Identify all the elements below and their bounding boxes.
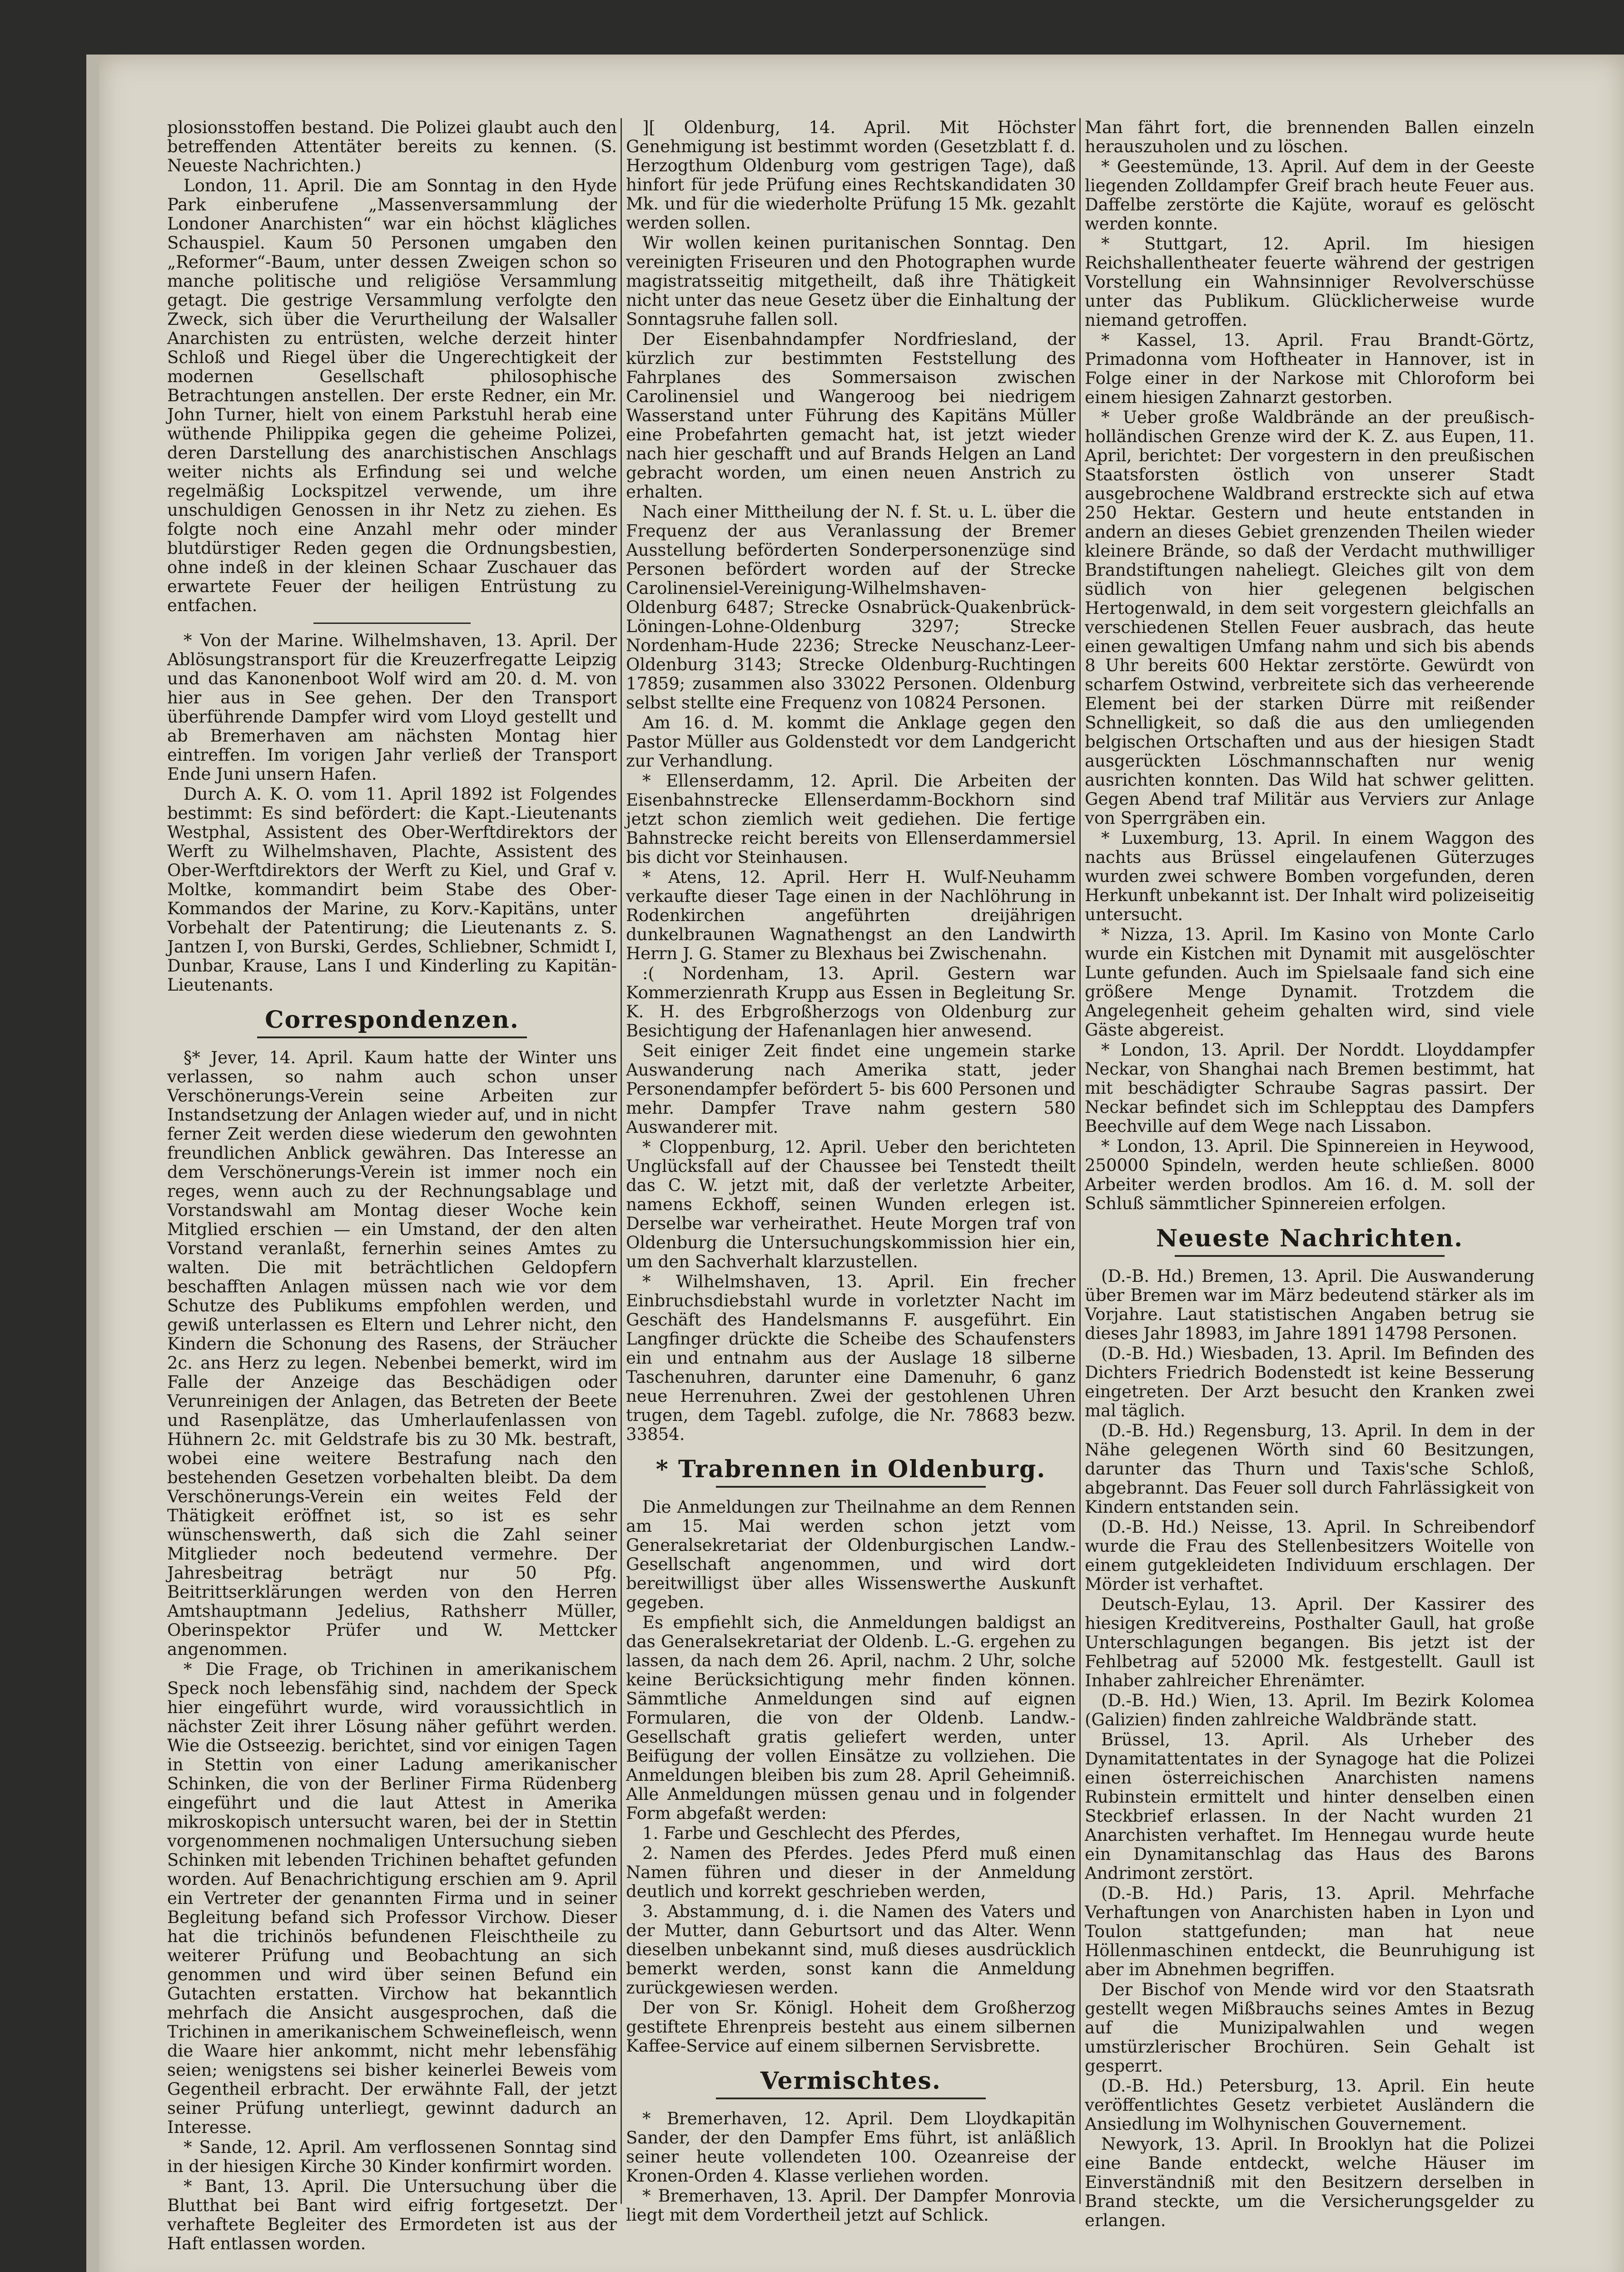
article-sande: * Sande, 12. April. Am verflossenen Sonntag sind in der hiesigen Kirche 30 Kinder konfirmirt worden.	[167, 2137, 617, 2176]
article-nordfriesland: Der Eisenbahndampfer Nordfriesland, der kürzlich zur bestimmten Feststellung des Fahrplanes des Sommersaison zwischen Carolinensiel und Wangeroog bei niedrigem Wasserstand unter Führung des Kapitäns Müller eine Probefahrten gemacht hat, ist jetzt wieder nach hier geschafft und auf Brands Helgen an Land gebracht worden, um einen neuen Anstrich zu erhalten.	[626, 329, 1076, 502]
heading-rule	[1175, 1255, 1445, 1257]
article-bremerhaven-2: * Bremerhaven, 13. April. Der Dampfer Monrovia liegt mit dem Vordertheil jetzt auf Schlick.	[626, 2186, 1076, 2225]
list-item: 1. Farbe und Geschlecht des Pferdes,	[642, 1824, 961, 1843]
article-paragraph: Man fährt fort, die brennenden Ballen einzeln herauszuholen und zu löschen.	[1085, 118, 1535, 156]
article-bremerhaven-1: * Bremerhaven, 12. April. Dem Lloydkapitän Sander, der den Dampfer Ems führt, ist anläßlich seiner heute vollendeten 100. Ozeanreise der Kronen-Orden 4. Klasse verliehen worden.	[626, 2109, 1076, 2186]
heading-rule	[257, 1036, 527, 1038]
article-paris: (D.-B. Hd.) Paris, 13. April. Mehrfache Verhaftungen von Anarchisten haben in Lyon und Toulon stattgefunden; man hat neue Höllenmaschinen entdeckt, die Beunruhigung ist aber im Abnehmen begriffen.	[1085, 1883, 1535, 1979]
article-jever: §* Jever, 14. April. Kaum hatte der Winter uns verlassen, so nahm auch schon unser Verschönerungs-Verein seine Arbeiten zur Instandsetzung der Anlagen wieder auf, und in nicht ferner Zeit werden diese wiederum den gewohnten freundlichen Anblick gewähren. Das Interesse an dem Verschönerungs-Verein ist immer noch ein reges, wenn auch zu der Rechnungsablage und Vorstandswahl am Montag dieser Woche kein Mitglied erschien — ein Umstand, der den alten Vorstand veranlaßt, fernerhin seines Amtes zu walten. Die mit beträchtlichen Geldopfern beschafften Anlagen müssen nach wie vor dem Schutze des Publikums empfohlen werden, und gewiß unterlassen es Eltern und Lehrer nicht, den Kindern die Schonung des Rasens, der Sträucher 2c. ans Herz zu legen. Nebenbei bemerkt, wird im Falle der Anzeige das Beschädigen oder Verunreinigen der Anlagen, das Betreten der Beete und Rasenplätze, das Umherlaufenlassen von Hühnern 2c. mit Geldstrafe bis zu 30 Mk. bestraft, wobei eine weitere Bestrafung nach den bestehenden Gesetzen vorbehalten bleibt. Da dem Verschönerungs-Verein ein weites Feld der Thätigkeit eröffnet ist, so ist es sehr wünschenswerth, daß sich die Zahl seiner Mitglieder noch bedeutend vermehre. Der Jahresbeitrag beträgt nur 50 Pfg. Beitrittserklärungen werden von den Herren Amtshauptmann Jedelius, Rathsherr Müller, Oberinspektor Prüfer und W. Mettcker angenommen.	[167, 1048, 617, 1659]
article-marine: * Von der Marine. Wilhelmshaven, 13. April. Der Ablösungstransport für die Kreuzerfregatte Leipzig und das Kanonenboot Wolf wird am 20. d. M. von hier aus in See gehen. Der den Transport überführende Dampfer wird vom Lloyd gestellt und ab Bremerhaven am nächsten Montag hier eintreffen. Im vorigen Jahr verließ der Transport Ende Juni unsern Hafen.	[167, 631, 617, 784]
article-geestemuende: * Geestemünde, 13. April. Auf dem in der Geeste liegenden Zolldampfer Greif brach heute Feuer aus. Daffelbe zerstörte die Kajüte, worauf es gelöscht werden konnte.	[1085, 157, 1535, 234]
column-divider	[621, 118, 622, 2204]
section-heading-trabrennen: * Trabrennen in Oldenburg.	[656, 1455, 1046, 1483]
article-deutsch-eylau: Deutsch-Eylau, 13. April. Der Kassirer des hiesigen Kreditvereins, Posthalter Gaull, hat große Unterschlagungen begangen. Bis jetzt ist der Fehlbetrag auf 52000 Mk. festgestellt. Gaull ist Inhaber zahlreicher Ehrenämter.	[1085, 1594, 1535, 1690]
column-1	[167, 118, 617, 2254]
article-waldbraende: * Ueber große Waldbrände an der preußisch-holländischen Grenze wird der K. Z. aus Eupen, 11. April, berichtet: Der vorgestern in den preußischen Staatsforsten östlich von unserer Stadt ausgebrochene Waldbrand erstreckte sich auf etwa 250 Hektar. Gestern und heute entstanden in andern an dieses Gebiet grenzenden Theilen wieder kleinere Brände, so daß der Verdacht muthwilliger Brandstiftungen naheliegt. Gleiches gilt von dem südlich von hier gelegenen belgischen Hertogenwald, in dem seit vorgestern gleichfalls an verschiedenen Stellen Feuer ausbrach, das heute einen gewaltigen Umfang nahm und sich bis abends 8 Uhr bereits 600 Hektar zerstörte. Gewürdt von scharfem Ostwind, verbreitete sich das verheerende Element bei der starken Dürre mit reißender Schnelligkeit, so daß die aus den umliegenden belgischen Ortschaften und aus der hiesigen Stadt ausgerückten Löschmannschaften nur wenig ausrichten konnten. Das Wild hat schwer gelitten. Gegen Abend traf Militär aus Verviers zur Anlage von Sperrgräben ein.	[1085, 408, 1535, 828]
separator	[313, 623, 471, 624]
article-trichinen: * Die Frage, ob Trichinen in amerikanischem Speck noch lebensfähig sind, nachdem der Speck hier eingeführt wurde, wird voraussichtlich in nächster Zeit ihrer Lösung näher geführt werden. Wie die Ostseezig. berichtet, sind vor einigen Tagen in Stettin von einer Ladung amerikanischer Schinken, die von der Berliner Firma Rüdenberg eingeführt und die laut Attest in Amerika mikroskopisch untersucht waren, bei der in Stettin vorgenommenen nochmaligen Untersuchung sieben Schinken mit lebenden Trichinen behaftet gefunden worden. Auf Benachrichtigung erschien am 9. April ein Vertreter der genannten Firma und in seiner Begleitung befand sich Professor Virchow. Dieser hat die trichinös befundenen Fleischtheile zu weiterer Prüfung und Beobachtung an sich genommen und wird über seinen Befund ein Gutachten erstatten. Virchow hat bekanntlich mehrfach die Ansicht ausgesprochen, daß die Trichinen in amerikanischem Schweinefleisch, wenn die Waare hier ankommt, nicht mehr lebensfähig seien; wenigstens sei bisher keinerlei Beweis vom Gegentheil erbracht. Der erwähnte Fall, der jetzt seiner Prüfung unterliegt, gewinnt dadurch an Interesse.	[167, 1659, 617, 2137]
section-heading-neueste: Neueste Nachrichten.	[1156, 1225, 1464, 1252]
article-empfiehlt: Es empfiehlt sich, die Anmeldungen baldigst an das Generalsekretariat der Oldenb. L.-G. ergehen zu lassen, da nach dem 26. April, nachm. 2 Uhr, solche keine Berücksichtigung mehr finden können. Sämmtliche Anmeldungen sind auf eignen Formularen, die von der Oldenb. Landw.-Gesellschaft gratis geliefert werden, unter Beifügung der vollen Einsätze zu vollziehen. Die Anmeldungen bleiben bis zum 28. April Geheimniß. Alle Anmeldungen müssen genau und in folgender Form abgefaßt werden:	[626, 1613, 1076, 1823]
article-bant: * Bant, 13. April. Die Untersuchung über die Blutthat bei Bant wird eifrig fortgesetzt. Der verhaftete Begleiter des Ermordeten ist aus der Haft entlassen worden.	[167, 2177, 617, 2253]
article-paragraph: plosionsstoffen bestand. Die Polizei glaubt auch den betreffenden Attentäter bereits zu kennen. (S. Neueste Nachrichten.)	[167, 118, 617, 175]
article-frequenz: Nach einer Mittheilung der N. f. St. u. L. über die Frequenz der aus Veranlassung der Bremer Ausstellung beförderten Sonderpersonenzüge sind Personen befördert worden auf der Strecke Carolinensiel-Vereinigung-Wilhelmshaven-Oldenburg 6487; Strecke Osnabrück-Quakenbrück-Löningen-Lohne-Oldenburg 3297; Strecke Nordenham-Hude 2236; Strecke Neuschanz-Leer-Oldenburg 3143; Strecke Oldenburg-Ruchtingen 17859; zusammen also 33022 Personen. Oldenburg selbst stellte eine Frequenz von 10824 Personen.	[626, 502, 1076, 712]
article-promotions: Durch A. K. O. vom 11. April 1892 ist Folgendes bestimmt: Es sind befördert: die Kapt.-Lieutenants Westphal, Assistent des Ober-Werftdirektors der Werft zu Wilhelmshaven, Plachte, Assistent des Ober-Werftdirektors der Werft zu Kiel, und Graf v. Moltke, kommandirt beim Stabe des Ober-Kommandos der Marine, zu Korv.-Kapitäns, unter Vorbehalt der Patentirung; die Lieutenants z. S. Jantzen I, von Burski, Gerdes, Schliebner, Schmidt I, Dunbar, Krause, Lans I und Kinderling zu Kapitän-Lieutenants.	[167, 784, 617, 995]
article-luxemburg: * Luxemburg, 13. April. In einem Waggon des nachts aus Brüssel eingelaufenen Güterzuges wurden zwei schwere Bomben vorgefunden, deren Herkunft unbekannt ist. Der Inhalt wird polizeiseitig untersucht.	[1085, 828, 1535, 924]
article-atens: * Atens, 12. April. Herr H. Wulf-Neuhamm verkaufte dieser Tage einen in der Nachlöhrung in Rodenkirchen angeführten dreijährigen dunkelbraunen Wagnathengst an den Landwirth Herrn J. G. Stamer zu Blexhaus bei Zwischenahn.	[626, 867, 1076, 963]
article-petersburg: (D.-B. Hd.) Petersburg, 13. April. Ein heute veröffentlichtes Gesetz verbietet Ausländern die Ansiedlung im Wolhynischen Gouvernement.	[1085, 2076, 1535, 2134]
list-item: 3. Abstammung, d. i. die Namen des Vaters und der Mutter, dann Geburtsort und das Alter. Wenn dieselben unbekannt sind, muß dieses ausdrücklich bemerkt werden, sonst kann die Anmeldung zurückgewiesen werden.	[626, 1902, 1076, 1998]
article-nordenham: :( Nordenham, 13. April. Gestern war Kommerzienrath Krupp aus Essen in Begleitung Sr. K. H. des Erbgroßherzogs von Oldenburg zur Besichtigung der Hafenanlagen hier anwesend.	[626, 964, 1076, 1041]
section-heading-correspondenzen: Correspondenzen.	[265, 1006, 519, 1034]
column-divider	[1079, 118, 1081, 2204]
article-nizza: * Nizza, 13. April. Im Kasino von Monte Carlo wurde ein Kistchen mit Dynamit mit ausgelöschter Lunte gefunden. Auch im Spielsaale fand sich eine größere Menge Dynamit. Trotzdem die Angelegenheit geheim gehalten wird, sind viele Gäste abgereist.	[1085, 925, 1535, 1040]
article-wilhelmshaven: * Wilhelmshaven, 13. April. Ein frecher Einbruchsdiebstahl wurde in vorletzter Nacht im Geschäft des Handelsmanns F. ausgeführt. Ein Langfinger drückte die Scheibe des Schaufensters ein und entnahm aus der Auslage 18 silberne Taschenuhren, darunter eine Damenuhr, 6 ganz neue Herrenuhren. Zwei der gestohlenen Uhren trugen, dem Tagebl. zufolge, die Nr. 78683 bezw. 33854.	[626, 1272, 1076, 1444]
column-2	[626, 118, 1076, 2226]
heading-rule	[716, 2098, 986, 2099]
article-neisse: (D.-B. Hd.) Neisse, 13. April. In Schreibendorf wurde die Frau des Stellenbesitzers Woitelle von einem gutgekleideten Individuum erschlagen. Der Mörder ist verhaftet.	[1085, 1517, 1535, 1594]
article-regensburg: (D.-B. Hd.) Regensburg, 13. April. In dem in der Nähe gelegenen Wörth sind 60 Besitzungen, darunter das Thurn und Taxis'sche Schloß, abgebrannt. Das Feuer soll durch Fahrlässigkeit von Kindern entstanden sein.	[1085, 1421, 1535, 1517]
article-london-2: * London, 13. April. Die Spinnereien in Heywood, 250000 Spindeln, werden heute schließen. 8000 Arbeiter werden brodlos. Am 16. d. M. soll der Schluß sämmtlicher Spinnereien erfolgen.	[1085, 1136, 1535, 1213]
article-mende: Der Bischof von Mende wird vor den Staatsrath gestellt wegen Mißbrauchs seines Amtes in Bezug auf die Munizipalwahlen und wegen umstürzlerischer Brochüren. Sein Gehalt ist gesperrt.	[1085, 1980, 1535, 2076]
newspaper-page	[86, 55, 1624, 2272]
section-heading-vermischtes: Vermischtes.	[760, 2067, 942, 2095]
article-sonntag: Wir wollen keinen puritanischen Sonntag. Den vereinigten Friseuren und den Photographen wurde magistratsseitig mitgetheilt, daß ihre Thätigkeit nicht unter das neue Gesetz über die Einhaltung der Sonntagsruhe fallen soll.	[626, 233, 1076, 329]
article-wiesbaden: (D.-B. Hd.) Wiesbaden, 13. April. Im Befinden des Dichters Friedrich Bodenstedt ist keine Besserung eingetreten. Der Arzt besucht den Kranken zwei mal täglich.	[1085, 1344, 1535, 1420]
article-oldenburg: ][ Oldenburg, 14. April. Mit Höchster Genehmigung ist bestimmt worden (Gesetzblatt f. d. Herzogthum Oldenburg vom gestrigen Tage), daß hinfort für jede Prüfung eines Rechtskandidaten 30 Mk. und für die wiederholte Prüfung 15 Mk. gezahlt werden sollen.	[626, 118, 1076, 233]
article-wien: (D.-B. Hd.) Wien, 13. April. Im Bezirk Kolomea (Galizien) finden zahlreiche Waldbrände statt.	[1085, 1691, 1535, 1729]
article-kassel: * Kassel, 13. April. Frau Brandt-Görtz, Primadonna vom Hoftheater in Hannover, ist in Folge einer in der Narkose mit Chloroform bei einem hiesigen Zahnarzt gestorben.	[1085, 330, 1535, 407]
article-ellenserdamm: * Ellenserdamm, 12. April. Die Arbeiten der Eisenbahnstrecke Ellenserdamm-Bockhorn sind jetzt schon ziemlich weit gediehen. Die fertige Bahnstrecke reicht bereits von Ellenserdammersiel bis dicht vor Steinhausen.	[626, 771, 1076, 867]
list-item: 2. Namen des Pferdes. Jedes Pferd muß einen Namen führen und dieser in der Anmeldung deutlich und korrekt geschrieben werden,	[626, 1844, 1076, 1901]
article-anklage: Am 16. d. M. kommt die Anklage gegen den Pastor Müller aus Goldenstedt vor dem Landgericht zur Verhandlung.	[626, 713, 1076, 771]
article-ehrenpreis: Der von Sr. Königl. Hoheit dem Großherzog gestiftete Ehrenpreis besteht aus einem silbernen Kaffee-Service auf einem silbernen Servisbrette.	[626, 1998, 1076, 2056]
article-london: London, 11. April. Die am Sonntag in den Hyde Park einberufene „Massenversammlung der Londoner Anarchisten“ war ein höchst klägliches Schauspiel. Kaum 50 Personen umgaben den „Reformer“-Baum, unter dessen Zweigen schon so manche politische und religiöse Versammlung getagt. Die gestrige Versammlung verfolgte den Zweck, sich über die Verurtheilung der Walsaller Anarchisten zu entrüsten, welche derzeit hinter Schloß und Riegel über die Ungerechtigkeit der modernen Gesellschaft philosophische Betrachtungen anstellen. Der erste Redner, ein Mr. John Turner, hielt von einem Parkstuhl herab eine wüthende Philippika gegen die geheime Polizei, deren Darstellung des anarchistischen Anschlags weiter nichts als Erfindung sei und welche regelmäßig Lockspitzel verwende, um ihre unschuldigen Genossen in ihr Netz zu ziehen. Es folgte noch eine Anzahl mehr oder minder blutdürstiger Reden gegen die Ordnungsbestien, ohne indeß in der kleinen Schaar Zuschauer das erwartete Feuer der heiligen Entrüstung zu entfachen.	[167, 176, 617, 615]
column-3	[1085, 118, 1535, 2231]
article-auswanderung: Seit einiger Zeit findet eine ungemein starke Auswanderung nach Amerika statt, jeder Personendampfer befördert 5- bis 600 Personen und mehr. Dampfer Trave nahm gestern 580 Auswanderer mit.	[626, 1041, 1076, 1137]
heading-rule	[716, 1486, 986, 1488]
article-stuttgart: * Stuttgart, 12. April. Im hiesigen Reichshallentheater feuerte während der gestrigen Vorstellung ein Wahnsinniger Revolverschüsse unter das Publikum. Glücklicherweise wurde niemand getroffen.	[1085, 234, 1535, 330]
article-anmeldungen: Die Anmeldungen zur Theilnahme an dem Rennen am 15. Mai werden schon jetzt vom Generalsekretariat der Oldenburgischen Landw.-Gesellschaft angenommen, und wird dort bereitwilligst über alles Wissenswerthe Auskunft gegeben.	[626, 1497, 1076, 1612]
article-cloppenburg: * Cloppenburg, 12. April. Ueber den berichteten Unglücksfall auf der Chaussee bei Tenstedt theilt das C. W. jetzt mit, daß der verletzte Arbeiter, namens Eckhoff, seinen Wunden erlegen ist. Derselbe war verheirathet. Heute Morgen traf von Oldenburg die Untersuchungskommission hier ein, um den Sachverhalt klarzustellen.	[626, 1137, 1076, 1271]
article-bremen: (D.-B. Hd.) Bremen, 13. April. Die Auswanderung über Bremen war im März bedeutend stärker als im Vorjahre. Laut statistischen Angaben betrug sie dieses Jahr 18983, im Jahre 1891 14798 Personen.	[1085, 1266, 1535, 1343]
article-newyork: Newyork, 13. April. In Brooklyn hat die Polizei eine Bande entdeckt, welche Häuser im Einverständniß mit den Besitzern derselben in Brand steckte, um die Versicherungsgelder zu erlangen.	[1085, 2134, 1535, 2230]
article-bruessel: Brüssel, 13. April. Als Urheber des Dynamitattentates in der Synagoge hat die Polizei einen österreichischen Anarchisten namens Rubinstein ermittelt und hinter denselben einen Steckbrief erlassen. In der Nacht wurden 21 Anarchisten verhaftet. Im Hennegau wurde heute ein Dynamitanschlag das Haus des Barons Andrimont zerstört.	[1085, 1730, 1535, 1883]
article-london-1: * London, 13. April. Der Norddt. Lloyddampfer Neckar, von Shanghai nach Bremen bestimmt, hat mit beschädigter Schraube Sagras passirt. Der Neckar befindet sich im Schlepptau des Dampfers Beechville auf dem Wege nach Lissabon.	[1085, 1040, 1535, 1136]
